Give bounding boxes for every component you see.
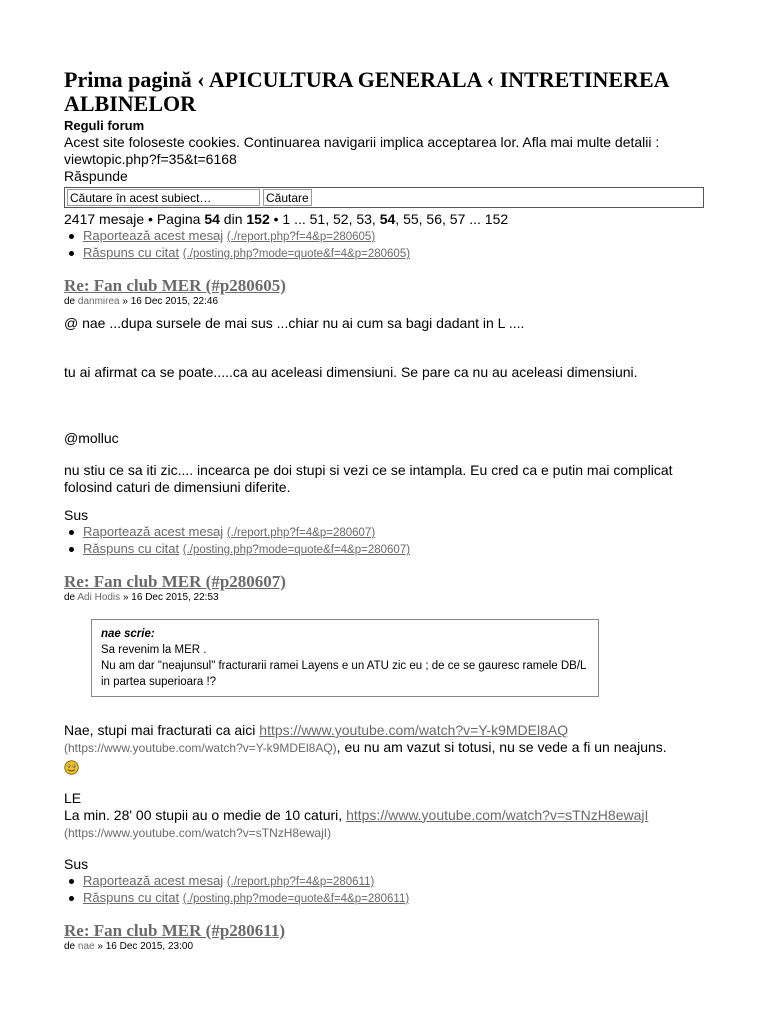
smiley-emoji-icon: [64, 760, 79, 775]
youtube-link-url[interactable]: (https://www.youtube.com/watch?v=Y-k9MDEl8AQ): [64, 741, 337, 755]
report-post-url[interactable]: (./report.php?f=4&p=280611): [226, 875, 375, 888]
youtube-link[interactable]: https://www.youtube.com/watch?v=sTNzH8ewajI: [346, 806, 649, 823]
post-author[interactable]: Adi Hodis: [77, 592, 121, 603]
list-item: [66, 890, 704, 907]
post-title-link[interactable]: Re: Fan club MER (#p280607): [64, 572, 286, 591]
post-by: de: [64, 940, 78, 952]
post-text: , eu nu am vazut si totusi, nu se vede a fi un neajuns.: [336, 739, 667, 755]
search-box: [64, 187, 704, 208]
post-actions: [64, 873, 704, 907]
pagination-current: 54: [204, 211, 220, 227]
post: [64, 921, 704, 953]
post-author[interactable]: danmirea: [77, 296, 120, 307]
forum-rules-link[interactable]: Reguli forum: [64, 118, 145, 133]
page-title: Prima pagină ‹ APICULTURA GENERALA ‹ INTRETINEREA ALBINELOR: [64, 67, 669, 116]
post-title: [64, 921, 704, 941]
post-title: [64, 276, 704, 296]
list-item: [66, 524, 704, 541]
post-title: [64, 572, 704, 592]
list-item: [66, 228, 704, 245]
post-paragraph: [64, 722, 704, 775]
pagination-pages-after[interactable]: , 55, 56, 57 ... 152: [395, 211, 509, 227]
post-by: de: [64, 592, 78, 603]
quote-reply-link[interactable]: Răspuns cu citat: [83, 245, 180, 260]
list-item: [66, 873, 704, 890]
post-paragraph: tu ai afirmat ca se poate.....ca au aceleasi dimensiuni. Se pare ca nu au aceleasi dimensiuni.: [64, 364, 638, 380]
back-to-top-link[interactable]: Sus: [64, 507, 89, 523]
post-paragraph: @molluc: [64, 430, 119, 446]
pagination: [64, 211, 704, 228]
quote-reply-link[interactable]: Răspuns cu citat: [83, 541, 180, 556]
quote-block: [91, 619, 599, 697]
post-meta: [64, 592, 704, 604]
youtube-link-url[interactable]: (https://www.youtube.com/watch?v=sTNzH8ewajI): [64, 825, 332, 840]
quote-reply-url[interactable]: (./posting.php?mode=quote&f=4&p=280611): [182, 892, 410, 905]
quote-reply-link[interactable]: Răspuns cu citat: [83, 889, 180, 905]
post-date: » 16 Dec 2015, 22:46: [119, 296, 219, 307]
list-item: [66, 245, 704, 262]
cookie-notice: Acest site foloseste cookies. Continuarea navigarii implica acceptarea lor. Afla mai multe detalii : viewtopic.php?f=35&t=6168: [64, 134, 660, 167]
post: [64, 276, 704, 558]
pagination-mid: din: [219, 211, 247, 227]
quote-line: Sa revenim la MER .: [101, 644, 207, 656]
report-post-url[interactable]: (./report.php?f=4&p=280607): [226, 527, 376, 539]
quote-reply-url[interactable]: (./posting.php?mode=quote&f=4&p=280607): [182, 544, 411, 556]
quote-author: nae scrie:: [101, 628, 155, 640]
youtube-link[interactable]: https://www.youtube.com/watch?v=Y-k9MDEl8AQ: [259, 722, 569, 738]
post-meta: [64, 941, 704, 953]
list-item: [66, 541, 704, 558]
reply-link[interactable]: Răspunde: [64, 168, 128, 184]
top-actions: [64, 228, 704, 262]
post-date: » 16 Dec 2015, 23:00: [94, 940, 194, 952]
report-post-url[interactable]: (./report.php?f=4&p=280605): [226, 231, 376, 243]
post-title-link[interactable]: Re: Fan club MER (#p280611): [64, 920, 285, 940]
report-post-link[interactable]: Raportează acest mesaj: [83, 524, 224, 539]
post-paragraph: nu stiu ce sa iti zic.... incearca pe doi stupi si vezi ce se intampla. Eu cred ca e putin mai complicat folosind caturi de dimensiuni diferite.: [64, 462, 673, 495]
report-post-link[interactable]: Raportează acest mesaj: [83, 228, 224, 243]
search-input[interactable]: [67, 189, 260, 206]
post-date: » 16 Dec 2015, 22:53: [120, 592, 219, 603]
search-button[interactable]: Căutare: [263, 189, 312, 206]
post-paragraph: LE: [64, 789, 82, 806]
post-actions: [64, 524, 704, 558]
post: [64, 572, 704, 907]
post-by: de: [64, 296, 78, 307]
back-to-top-link[interactable]: Sus: [64, 855, 89, 872]
quote-reply-url[interactable]: (./posting.php?mode=quote&f=4&p=280605): [182, 248, 411, 260]
post-author[interactable]: nae: [77, 940, 95, 952]
post-title-link[interactable]: Re: Fan club MER (#p280605): [64, 276, 286, 295]
report-post-link[interactable]: Raportează acest mesaj: [83, 872, 224, 888]
post-text: Nae, stupi mai fracturati ca aici: [64, 722, 260, 738]
pagination-current-page: 54: [379, 211, 396, 227]
quote-line: Nu am dar "neajunsul" fracturarii ramei Layens e un ATU zic eu ; de ce se gauresc ramele DB/L in partea superioara !?: [101, 660, 586, 688]
pagination-pages-before[interactable]: • 1 ... 51, 52, 53,: [269, 211, 380, 227]
post-meta: [64, 296, 704, 308]
post-text: La min. 28' 00 stupii au o medie de 10 caturi,: [64, 806, 347, 823]
pagination-prefix: 2417 mesaje • Pagina: [64, 211, 205, 227]
post-paragraph: @ nae ...dupa sursele de mai sus ...chiar nu ai cum sa bagi dadant in L ....: [64, 315, 525, 331]
post-paragraph: [64, 807, 704, 842]
pagination-total: 152: [246, 211, 270, 227]
